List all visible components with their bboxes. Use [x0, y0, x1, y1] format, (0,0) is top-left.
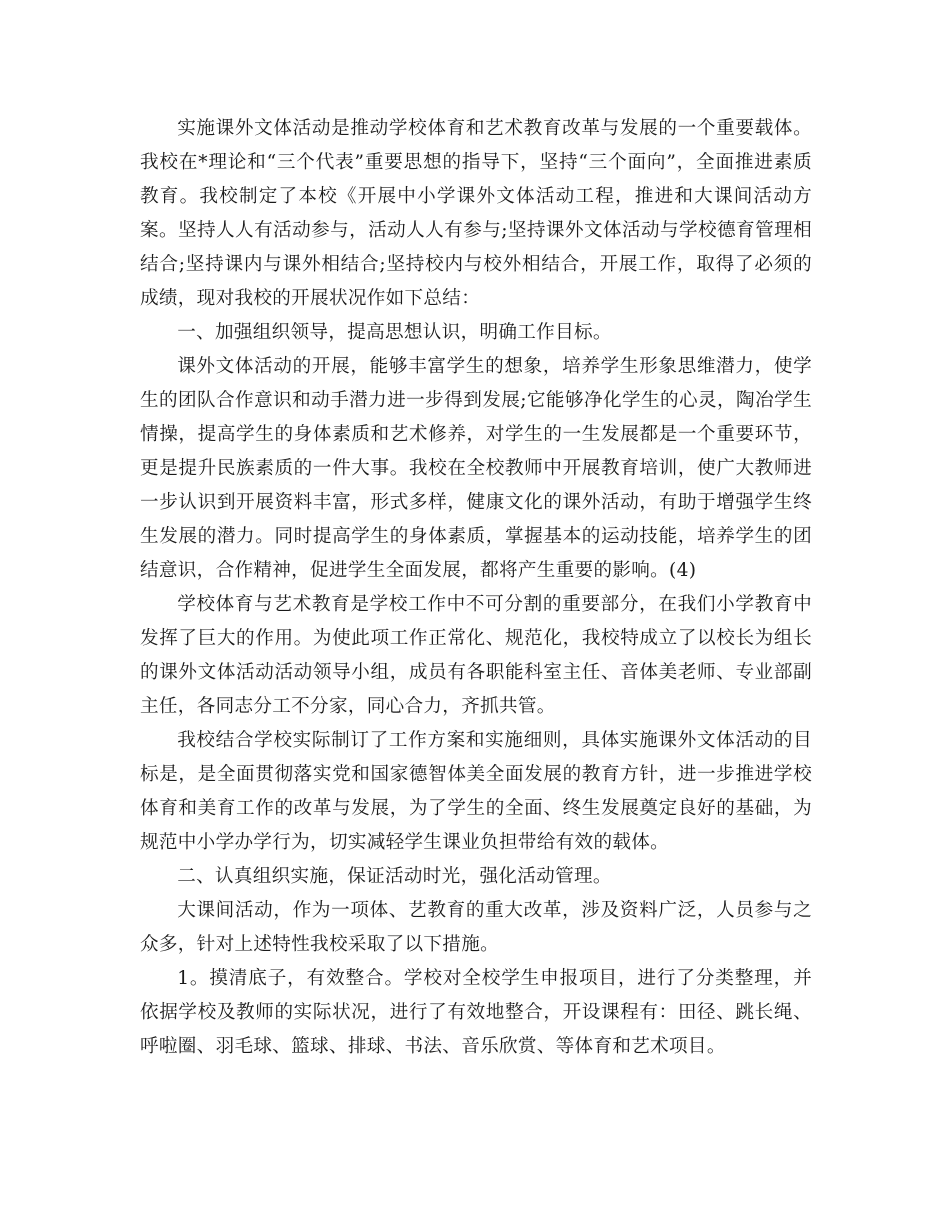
paragraph-big-break: 大课间活动，作为一项体、艺教育的重大改革，涉及资料广泛，人员参与之众多，针对上述特性我校采取了以下措施。	[140, 900, 812, 955]
section-heading-2: 二、认真组织实施，保证活动时光，强化活动管理。	[177, 866, 612, 887]
section-heading-1: 一、加强组织领导，提高思想认识，明确工作目标。	[177, 322, 612, 343]
paragraph-plan: 我校结合学校实际制订了工作方案和实施细则，具体实施课外文体活动的目标是，是全面贯彻落实党和国家德智体美全面发展的教育方针，进一步推进学校体育和美育工作的改革与发展，为了学生的全面、终生发展奠定良好的基础，为规范中小学办学行为，切实减轻学生课业负担带给有效的载体。	[140, 730, 812, 853]
paragraph-intro: 实施课外文体活动是推动学校体育和艺术教育改革与发展的一个重要载体。我校在*理论和“三个代表”重要思想的指导下，坚持“三个面向”，全面推进素质教育。我校制定了本校《开展中小学课外文体活动工程，推进和大课间活动方案。坚持人人有活动参与，活动人人有参与;坚持课外文体活动与学校德育管理相结合;坚持课内与课外相结合;坚持校内与校外相结合，开展工作，取得了必须的成绩，现对我校的开展状况作如下总结：	[140, 118, 812, 309]
paragraph-leadership: 学校体育与艺术教育是学校工作中不可分割的重要部分，在我们小学教育中发挥了巨大的作用。为使此项工作正常化、规范化，我校特成立了以校长为组长的课外文体活动活动领导小组，成员有各职能科室主任、音体美老师、专业部副主任，各同志分工不分家，同心合力，齐抓共管。	[140, 594, 812, 717]
document-page	[140, 112, 812, 1064]
paragraph-measure-1: 1。摸清底子，有效整合。学校对全校学生申报项目，进行了分类整理，并依据学校及教师的实际状况，进行了有效地整合，开设课程有：田径、跳长绳、呼啦圈、羽毛球、篮球、排球、书法、音乐欣赏、等体育和艺术项目。	[140, 968, 812, 1057]
paragraph-significance: 课外文体活动的开展，能够丰富学生的想象，培养学生形象思维潜力，使学生的团队合作意识和动手潜力进一步得到发展;它能够净化学生的心灵，陶冶学生情操，提高学生的身体素质和艺术修养，对学生的一生发展都是一个重要环节，更是提升民族素质的一件大事。我校在全校教师中开展教育培训，使广大教师进一步认识到开展资料丰富，形式多样，健康文化的课外活动，有助于增强学生终生发展的潜力。同时提高学生的身体素质，掌握基本的运动技能，培养学生的团结意识，合作精神，促进学生全面发展，都将产生重要的影响。(4)	[140, 356, 812, 581]
